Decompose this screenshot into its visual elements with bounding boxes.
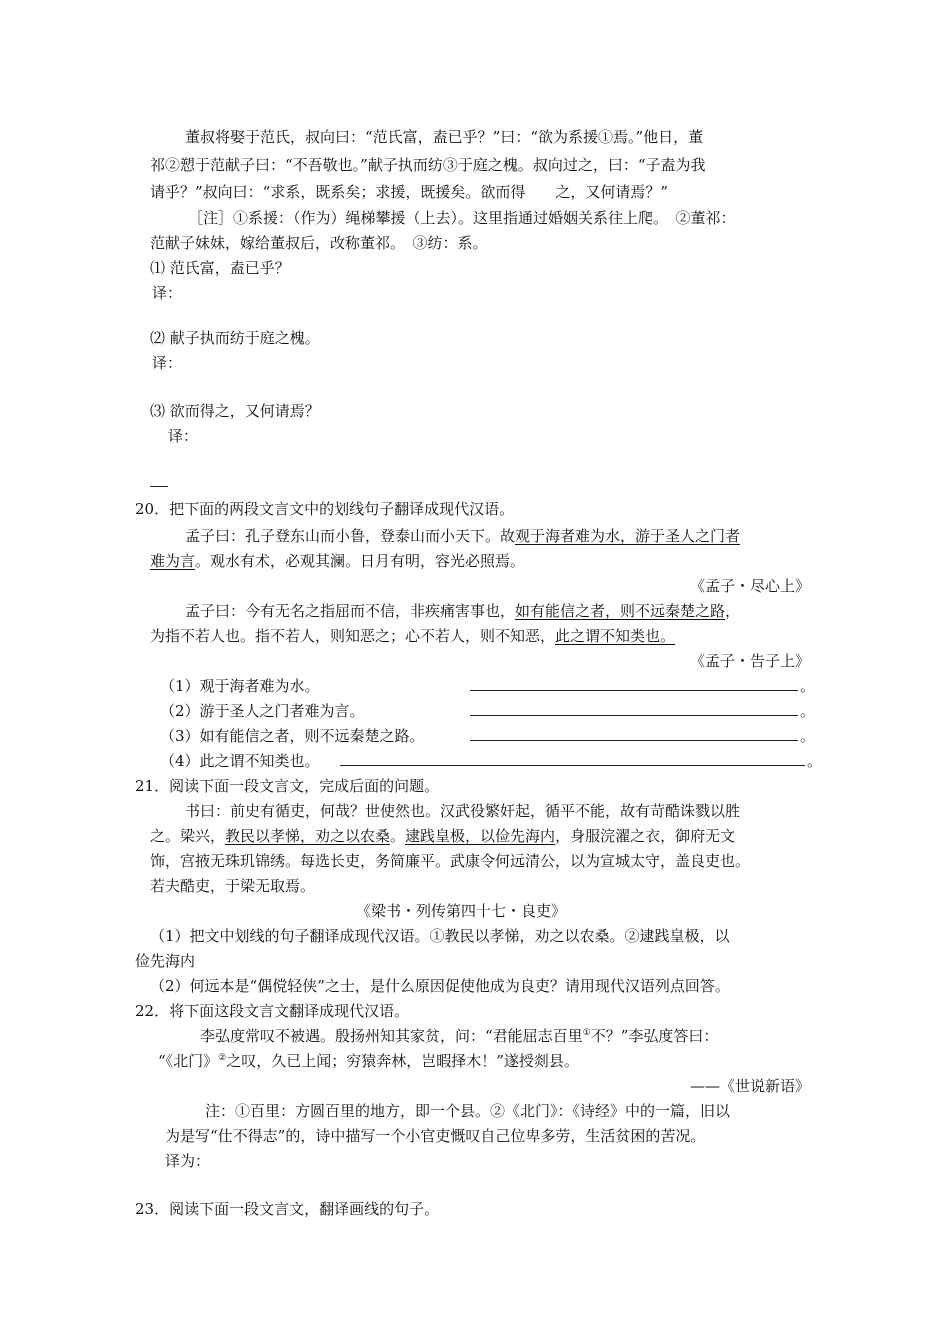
answer-blank[interactable] [470,740,798,741]
footnote-marker: ② [218,1053,227,1063]
passage-line: 请乎？”叔向曰：“求系，既系矣；求援，既援矣。欲而得 之，又何请焉？” [150,183,669,201]
question-item: ⑵ 献子执而纺于庭之槐。 [150,329,320,347]
note-line: 注：①百里：方圆百里的地方，即一个县。②《北门》：《诗经》中的一篇，旧以 [205,1102,731,1120]
passage-line: 之。梁兴，教民以孝悌，劝之以农桑。逮践皇极，以俭先海内，身服浣濯之衣，御府无文 [150,827,736,845]
sub-question: 俭先海内 [135,952,196,970]
passage-line: 董叔将娶于范氏，叔向曰：“范氏富，盍已乎？”曰：“欲为系援①焉。”他日，董 [185,128,704,146]
passage-line: 难为言。观水有术，必观其澜。日月有明，容光必照焉。 [150,552,526,570]
passage-line: 孟子曰：孔子登东山而小鲁，登泰山而小天下。故观于海者难为水，游于圣人之门者 [185,527,741,545]
source-citation: ——《世说新语》 [689,1077,810,1095]
answer-label: 译： [168,427,199,445]
answer-blank[interactable] [340,765,805,766]
translation-item: （4）此之谓不知类也。 [160,752,320,770]
answer-label: 译为： [165,1152,211,1170]
answer-label: 译： [152,354,183,372]
note-line: 为是写“仕不得志”的，诗中描写一个小官吏慨叹自己位卑多劳，生活贫困的苦况。 [165,1127,706,1145]
underlined-sentence: 教民以孝悌，劝之以农桑 [225,827,391,845]
question-heading: 21．阅读下面一段文言文，完成后面的问题。 [135,777,440,795]
separator-mark [150,486,168,487]
period: 。 [800,727,816,745]
source-citation: 《孟子・尽心上》 [689,577,810,595]
passage-line: 若夫酷吏，于梁无取焉。 [150,877,316,895]
passage-line: 为指不若人也。指不若人，则知恶之；心不若人，则不知恶，此之谓不知类也。 [150,627,676,645]
answer-label: 译： [152,284,183,302]
answer-blank[interactable] [470,690,798,691]
period: 。 [800,677,816,695]
sub-question: （1）把文中划线的句子翻译成现代汉语。①教民以孝悌，劝之以农桑。②逮践皇极，以 [150,927,730,945]
question-item: ⑴ 范氏富，盍已乎？ [150,259,290,277]
underlined-sentence: 难为言 [150,552,196,570]
question-heading: 22．将下面这段文言文翻译成现代汉语。 [135,1002,410,1020]
passage-line: 祁②愬于范献子曰：“不吾敬也。”献子执而纺③于庭之槐。叔向过之，曰：“子盍为我 [150,156,706,174]
underlined-sentence: 观于海者难为水，游于圣人之门者 [515,527,741,545]
sub-question: （2）何远本是“偶傥轻侠”之士，是什么原因促使他成为良吏？请用现代汉语列点回答。 [150,977,730,995]
question-item: ⑶ 欲而得之，又何请焉？ [150,402,320,420]
passage-line: 饰，宫掖无珠玑锦绣。每选长吏，务简廉平。武康令何远清公，以为宣城太守，盖良吏也。 [150,852,751,870]
underlined-sentence: 如有能信之者，则不远秦楚之路 [515,602,726,620]
passage-line: 李弘度常叹不被遇。殷扬州知其家贫，问：“君能屈志百里①不？”李弘度答曰： [200,1027,719,1045]
passage-line: 书曰：前史有循吏，何哉？世使然也。汉武役繁奸起，循平不能，故有苛酷诛戮以胜 [185,802,741,820]
translation-item: （1）观于海者难为水。 [160,677,320,695]
period: 。 [807,752,823,770]
underlined-sentence: 此之谓不知类也。 [555,627,676,645]
note-line: 范献子妹妹，嫁给董叔后，改称董祁。 ③纺：系。 [150,234,488,252]
footnote-marker: ① [582,1028,591,1038]
passage-line: 孟子曰：今有无名之指屈而不信，非疾痛害事也，如有能信之者，则不远秦楚之路， [185,602,741,620]
source-citation: 《梁书・列传第四十七・良吏》 [356,902,567,920]
question-heading: 23．阅读下面一段文言文，翻译画线的句子。 [135,1200,440,1218]
period: 。 [800,702,816,720]
passage-line: “《北门》②之叹，久已上闻；穷猿奔林，岂暇择木！”遂授剡县。 [158,1052,579,1070]
source-citation: 《孟子・告子上》 [689,652,810,670]
answer-blank[interactable] [470,715,798,716]
underlined-sentence: 逮践皇极，以俭先海内 [405,827,556,845]
question-heading: 20．把下面的两段文言文中的划线句子翻译成现代汉语。 [135,500,515,518]
note-line: ［注］①系援：（作为）绳梯攀援（上去）。这里指通过婚姻关系往上爬。 ②董祁： [188,209,736,227]
translation-item: （2）游于圣人之门者难为言。 [160,702,365,720]
translation-item: （3）如有能信之者，则不远秦楚之路。 [160,727,425,745]
